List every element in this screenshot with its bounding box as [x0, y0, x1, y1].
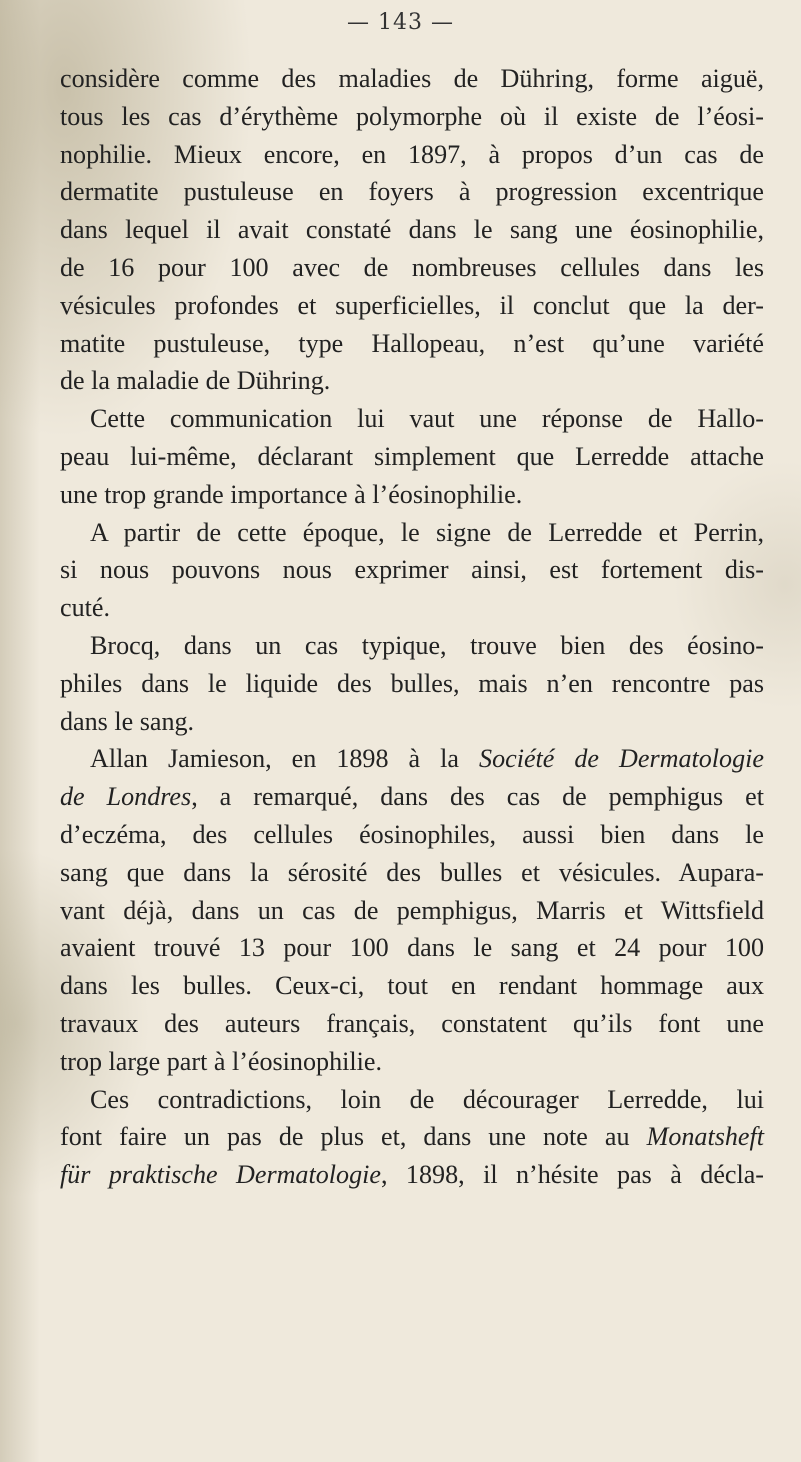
- body-text: [60, 60, 764, 1194]
- text-line: une trop grande importance à l’éosinophilie.: [60, 479, 523, 509]
- journal-title: de Londres: [60, 782, 192, 812]
- text-line: matite pustuleuse, type Hallopeau, n’est qu’une variété: [60, 328, 764, 358]
- text-run: Allan Jamieson, en 1898 à la: [90, 744, 480, 774]
- paragraph-2: [60, 400, 764, 513]
- text-line: vant déjà, dans un cas de pemphigus, Marris et Wittsfield: [60, 895, 764, 925]
- text-line: de 16 pour 100 avec de nombreuses cellules dans les: [60, 252, 764, 282]
- text-line: tous les cas d’érythème polymorphe où il existe de l’éosi-: [60, 101, 764, 131]
- paragraph-6: [60, 1081, 764, 1194]
- text-line: cuté.: [60, 593, 110, 623]
- text-line: d’eczéma, des cellules éosinophiles, aussi bien dans le: [60, 819, 764, 849]
- journal-title: für praktische Dermatologie: [60, 1160, 381, 1190]
- paragraph-1: [60, 60, 764, 400]
- text-line: trop large part à l’éosinophilie.: [60, 1046, 382, 1076]
- text-line: dermatite pustuleuse en foyers à progression excentrique: [60, 177, 764, 207]
- journal-title: Société de Dermatologie: [479, 744, 764, 774]
- text-line: sang que dans la sérosité des bulles et vésicules. Aupara-: [60, 857, 764, 887]
- text-line: dans les bulles. Ceux-ci, tout en rendant hommage aux: [60, 971, 764, 1001]
- page-number: — 143 —: [347, 10, 454, 35]
- paragraph-5: [60, 740, 764, 1080]
- paragraph-4: [60, 627, 764, 740]
- text-run: font faire un pas de plus et, dans une note au: [60, 1122, 647, 1152]
- text-line: [60, 1156, 764, 1194]
- text-line: A partir de cette époque, le signe de Lerredde et Perrin,: [90, 517, 764, 547]
- text-line: Cette communication lui vaut une réponse de Hallo-: [90, 404, 764, 434]
- journal-title: Monatsheft: [646, 1122, 764, 1152]
- text-line: de la maladie de Dühring.: [60, 366, 331, 396]
- text-line: dans le sang.: [60, 706, 195, 736]
- text-line: [60, 778, 764, 816]
- text-line: vésicules profondes et superficielles, il conclut que la der-: [60, 290, 764, 320]
- text-line: philes dans le liquide des bulles, mais n’en rencontre pas: [60, 668, 764, 698]
- text-line: si nous pouvons nous exprimer ainsi, est fortement dis-: [60, 555, 764, 585]
- text-line: travaux des auteurs français, constatent qu’ils font une: [60, 1008, 764, 1038]
- paragraph-3: [60, 514, 764, 627]
- text-line: peau lui-même, déclarant simplement que Lerredde attache: [60, 441, 764, 471]
- text-line: Ces contradictions, loin de décourager Lerredde, lui: [90, 1084, 764, 1114]
- text-line: [60, 1118, 764, 1156]
- text-line: nophilie. Mieux encore, en 1897, à propos d’un cas de: [60, 139, 764, 169]
- text-line: dans lequel il avait constaté dans le sang une éosinophilie,: [60, 215, 764, 245]
- text-run: , a remarqué, dans des cas de pemphigus et: [191, 782, 764, 812]
- text-run: , 1898, il n’hésite pas à décla-: [380, 1160, 765, 1190]
- text-line: Brocq, dans un cas typique, trouve bien des éosino-: [90, 630, 764, 660]
- text-line: avaient trouvé 13 pour 100 dans le sang et 24 pour 100: [60, 933, 764, 963]
- text-line: [60, 740, 764, 778]
- text-line: considère comme des maladies de Dühring, forme aiguë,: [60, 64, 764, 93]
